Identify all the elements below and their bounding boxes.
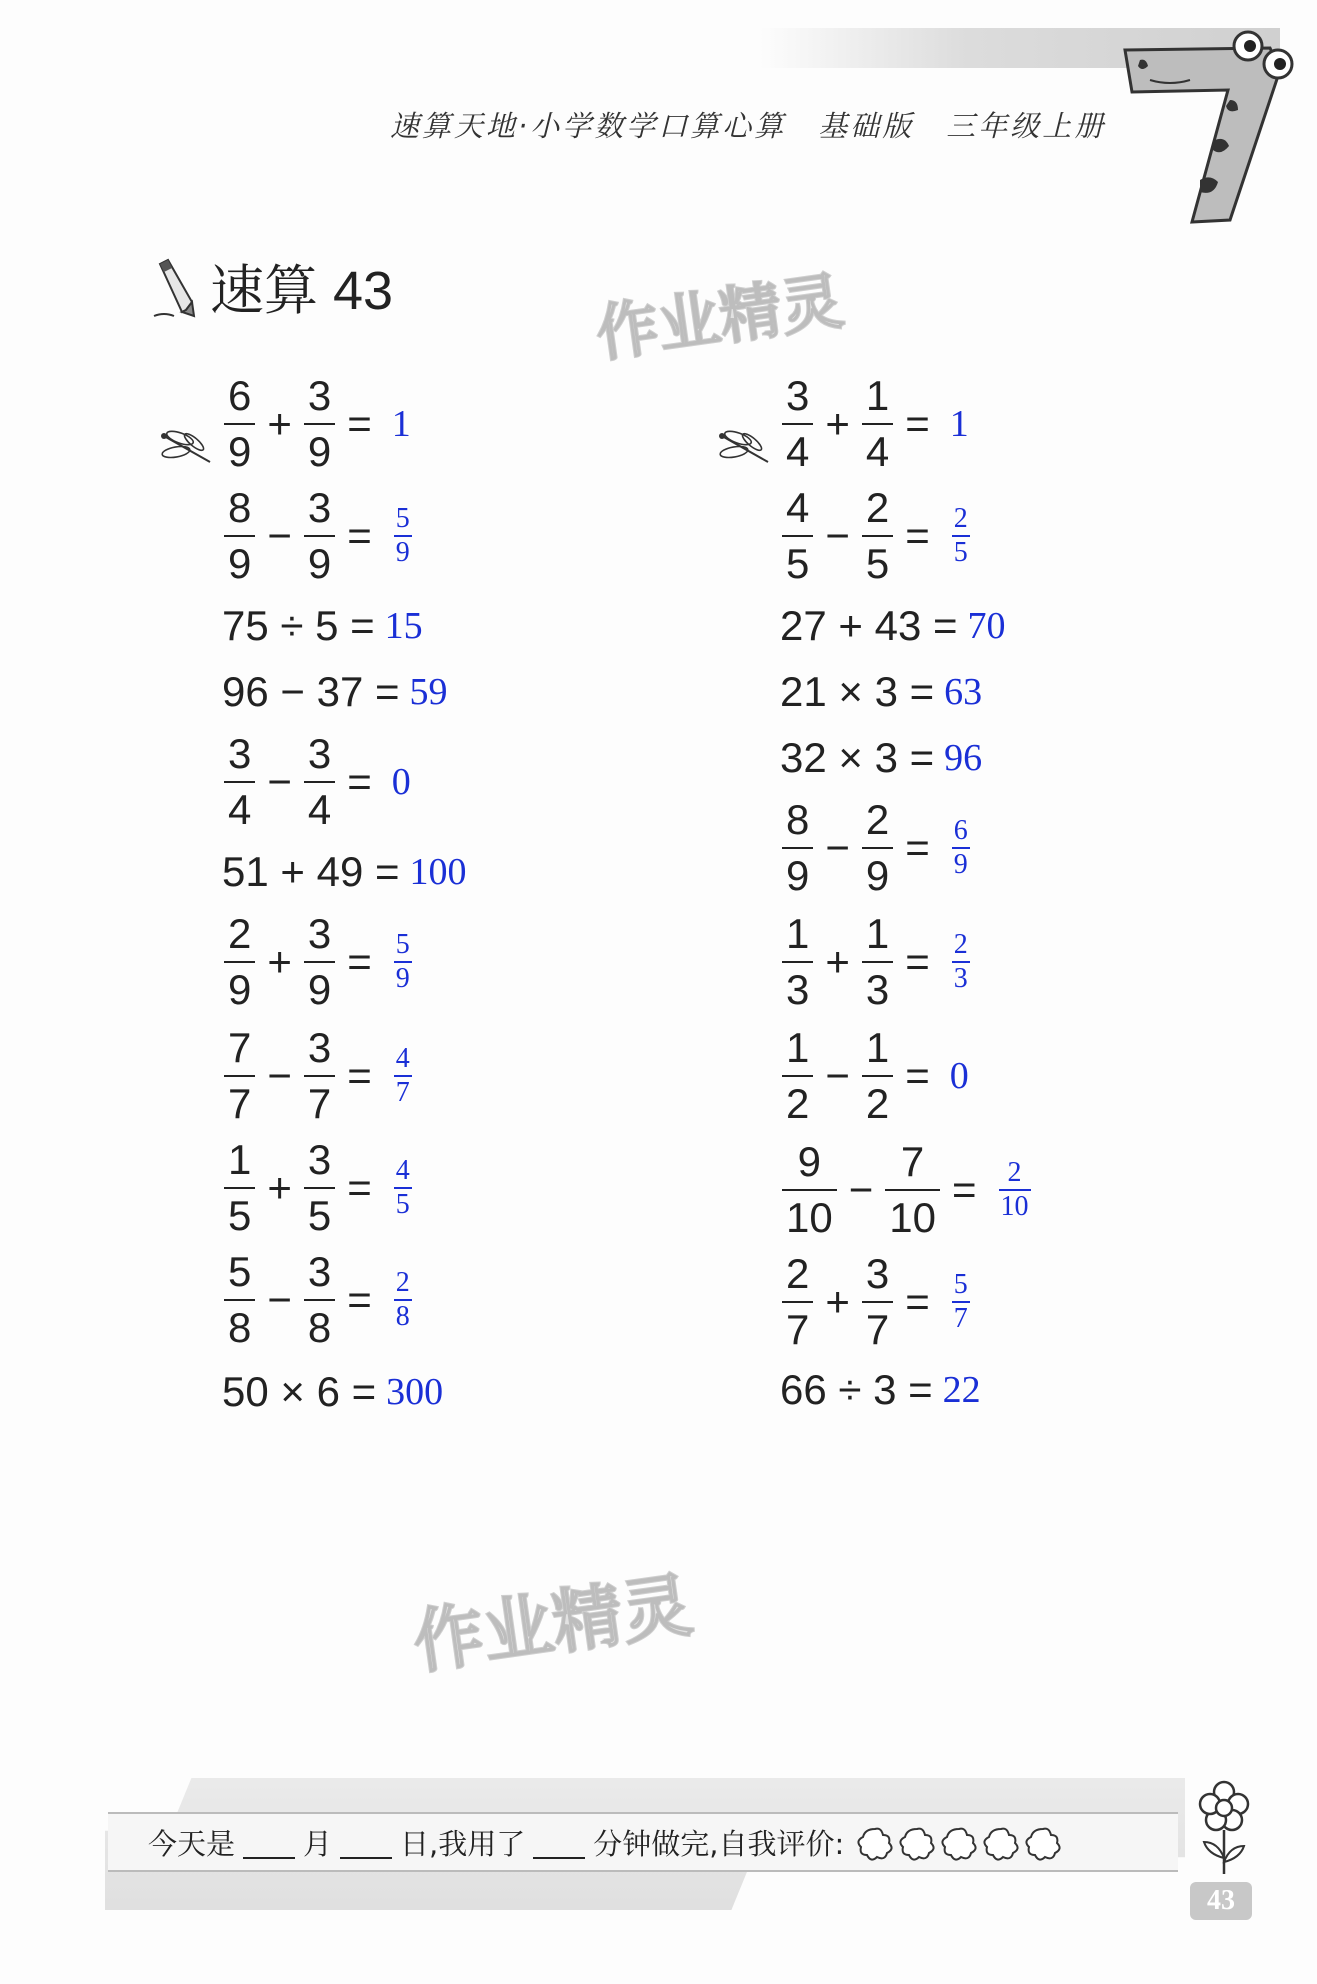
expression: 27 + 43 = — [780, 602, 958, 649]
fraction-operand — [885, 1139, 940, 1241]
answer: 70 — [967, 605, 1006, 647]
numerator: 3 — [307, 910, 332, 957]
month-blank[interactable] — [243, 1827, 295, 1859]
fraction-operand — [304, 1249, 335, 1351]
equals-sign: = — [347, 758, 372, 805]
equals-sign: = — [905, 512, 930, 559]
expression: 32 × 3 = — [780, 734, 935, 781]
fraction-operand — [304, 1025, 335, 1127]
fraction-bar — [304, 535, 335, 537]
denominator: 2 — [786, 1080, 810, 1127]
expression: 50 × 6 = — [222, 1368, 377, 1415]
numerator: 2 — [953, 503, 968, 534]
equals-sign: = — [905, 938, 930, 985]
problem-row — [222, 1137, 412, 1239]
equals-sign: = — [951, 1166, 977, 1213]
fraction-operand — [304, 373, 335, 475]
fraction-operand — [862, 911, 893, 1013]
numerator: 1 — [865, 1024, 890, 1071]
operator: + — [825, 938, 850, 985]
equals-sign: = — [347, 1276, 372, 1323]
flower-outline-icon[interactable] — [898, 1825, 936, 1861]
fraction-operand — [782, 373, 813, 475]
denominator: 4 — [865, 428, 890, 475]
pencil-icon — [152, 258, 202, 320]
operator: + — [267, 938, 292, 985]
answer: 0 — [391, 761, 411, 803]
problem-row — [222, 1249, 412, 1351]
operator: − — [825, 512, 850, 559]
denominator: 3 — [786, 966, 810, 1013]
denominator: 9 — [228, 966, 252, 1013]
denominator: 9 — [865, 852, 890, 899]
equals-sign: = — [905, 400, 930, 447]
numerator: 3 — [307, 1024, 332, 1071]
numerator: 6 — [953, 815, 968, 846]
problem-row — [780, 485, 970, 587]
denominator: 4 — [228, 786, 252, 833]
fraction-operand — [782, 1025, 813, 1127]
equals-sign: = — [347, 1052, 372, 1099]
expression: 66 ÷ 3 = — [780, 1366, 933, 1413]
numerator: 1 — [228, 1136, 252, 1183]
answer-fraction — [394, 1045, 412, 1107]
answer-fraction — [952, 505, 970, 567]
fraction-operand — [782, 1251, 813, 1353]
fraction-bar — [224, 781, 255, 783]
denominator: 9 — [953, 849, 968, 880]
denominator: 9 — [786, 852, 810, 899]
numerator: 4 — [395, 1043, 410, 1074]
fraction-bar — [862, 1301, 893, 1303]
denominator: 8 — [228, 1304, 252, 1351]
denominator: 5 — [307, 1192, 332, 1239]
answer-fraction — [952, 1271, 970, 1333]
denominator: 9 — [395, 963, 410, 994]
fraction-bar — [304, 1187, 335, 1189]
dragonfly-icon — [158, 430, 216, 470]
fraction-bar — [224, 535, 255, 537]
numerator: 1 — [786, 910, 810, 957]
numerator: 2 — [786, 1250, 810, 1297]
problem-row — [222, 602, 423, 650]
numerator: 2 — [395, 1267, 410, 1298]
fraction-bar — [224, 961, 255, 963]
watermark-text: 作业精灵 — [591, 264, 848, 371]
denominator: 5 — [395, 1189, 410, 1220]
operator: − — [267, 512, 292, 559]
answer: 96 — [944, 737, 983, 779]
fraction-operand — [224, 373, 255, 475]
denominator: 7 — [953, 1303, 968, 1334]
fraction-bar — [782, 1301, 813, 1303]
month-label: 月 — [303, 1827, 333, 1861]
numerator: 2 — [1007, 1157, 1022, 1188]
denominator: 10 — [889, 1194, 936, 1241]
fraction-operand — [224, 1025, 255, 1127]
numerator: 9 — [797, 1138, 822, 1185]
numerator: 1 — [865, 910, 890, 957]
fraction-bar — [782, 847, 813, 849]
problem-row — [780, 668, 982, 716]
problem-row — [780, 797, 970, 899]
expression: 21 × 3 = — [780, 668, 935, 715]
numerator: 3 — [307, 484, 332, 531]
numerator: 1 — [865, 372, 890, 419]
numerator: 4 — [786, 484, 810, 531]
operator: + — [825, 1278, 850, 1325]
operator: + — [267, 1164, 292, 1211]
minutes-label: 分钟做完,自我评价: — [593, 1827, 845, 1861]
denominator: 5 — [228, 1192, 252, 1239]
denominator: 10 — [786, 1194, 833, 1241]
problem-row — [222, 1025, 412, 1127]
fraction-operand — [862, 1251, 893, 1353]
numerator: 8 — [786, 796, 810, 843]
answer: 1 — [949, 403, 969, 445]
answer-fraction — [394, 1157, 412, 1219]
page-number: 43 — [1190, 1882, 1252, 1920]
denominator: 3 — [865, 966, 890, 1013]
fraction-bar — [304, 1075, 335, 1077]
problem-row — [222, 485, 412, 587]
operator: − — [848, 1166, 874, 1213]
answer-fraction — [394, 505, 412, 567]
operator: + — [267, 400, 292, 447]
fraction-bar — [224, 423, 255, 425]
answer-fraction — [952, 817, 970, 879]
fraction-operand — [782, 1139, 837, 1241]
fraction-operand — [862, 373, 893, 475]
expression: 51 + 49 = — [222, 848, 400, 895]
expression: 75 ÷ 5 = — [222, 602, 375, 649]
denominator: 7 — [395, 1077, 410, 1108]
denominator: 8 — [395, 1301, 410, 1332]
problem-row — [780, 373, 969, 475]
numerator: 5 — [228, 1248, 252, 1295]
fraction-operand — [224, 485, 255, 587]
numerator: 3 — [865, 1250, 890, 1297]
problem-row — [780, 1366, 981, 1414]
denominator: 7 — [307, 1080, 332, 1127]
denominator: 8 — [307, 1304, 332, 1351]
day-label: 日,我用了 — [400, 1827, 526, 1861]
numerator: 7 — [900, 1138, 925, 1185]
problem-row — [222, 848, 467, 896]
fraction-operand — [782, 797, 813, 899]
self-evaluation-line — [148, 1822, 1062, 1863]
denominator: 5 — [865, 540, 890, 587]
flower-outline-icon[interactable] — [982, 1825, 1020, 1861]
numerator: 3 — [228, 730, 252, 777]
dragonfly-icon — [716, 430, 774, 470]
fraction-bar — [782, 423, 813, 425]
denominator: 9 — [228, 540, 252, 587]
fraction-operand — [862, 485, 893, 587]
fraction-operand — [862, 1025, 893, 1127]
numerator: 5 — [953, 1269, 968, 1300]
fraction-bar — [782, 1075, 813, 1077]
problem-row — [780, 1139, 1031, 1241]
numerator: 5 — [395, 503, 410, 534]
numerator: 3 — [307, 1248, 332, 1295]
answer: 63 — [944, 671, 983, 713]
numerator: 3 — [307, 1136, 332, 1183]
problem-row — [780, 1251, 970, 1353]
equals-sign: = — [347, 512, 372, 559]
fraction-bar — [862, 1075, 893, 1077]
denominator: 9 — [395, 537, 410, 568]
denominator: 9 — [307, 428, 332, 475]
book-title: 速算天地·小学数学口算心算 基础版 三年级上册 — [390, 109, 1107, 143]
fraction-bar — [885, 1189, 940, 1191]
operator: − — [267, 758, 292, 805]
answer-fraction — [952, 931, 970, 993]
fraction-bar — [862, 847, 893, 849]
numerator: 7 — [228, 1024, 252, 1071]
rating-flowers — [856, 1825, 1062, 1861]
flower-outline-icon[interactable] — [856, 1825, 894, 1861]
operator: + — [825, 400, 850, 447]
equals-sign: = — [905, 824, 930, 871]
fraction-operand — [304, 1137, 335, 1239]
minutes-blank[interactable] — [533, 1827, 585, 1859]
numerator: 3 — [307, 372, 332, 419]
fraction-bar — [862, 423, 893, 425]
answer: 0 — [949, 1055, 969, 1097]
equals-sign: = — [347, 400, 372, 447]
problem-row — [222, 911, 412, 1013]
numerator: 2 — [865, 484, 890, 531]
fraction-operand — [782, 911, 813, 1013]
denominator: 9 — [307, 540, 332, 587]
denominator: 7 — [865, 1306, 890, 1353]
fraction-bar — [224, 1075, 255, 1077]
answer-fraction — [394, 1269, 412, 1331]
denominator: 9 — [307, 966, 332, 1013]
fraction-operand — [224, 1249, 255, 1351]
problem-row — [222, 668, 448, 716]
problem-row — [222, 731, 411, 833]
fraction-bar — [862, 535, 893, 537]
denominator: 10 — [1000, 1191, 1029, 1222]
answer: 15 — [384, 605, 423, 647]
day-blank[interactable] — [340, 1827, 392, 1859]
answer: 100 — [409, 851, 467, 893]
section-title: 速算 43 — [210, 261, 394, 321]
fraction-bar — [782, 961, 813, 963]
numerator: 5 — [395, 929, 410, 960]
denominator: 5 — [953, 537, 968, 568]
denominator: 2 — [865, 1080, 890, 1127]
answer: 22 — [942, 1369, 981, 1411]
expression: 96 − 37 = — [222, 668, 400, 715]
numerator: 6 — [228, 372, 252, 419]
fraction-bar — [862, 961, 893, 963]
denominator: 5 — [786, 540, 810, 587]
denominator: 4 — [786, 428, 810, 475]
numerator: 2 — [953, 929, 968, 960]
today-label: 今天是 — [148, 1827, 236, 1861]
answer-fraction — [394, 931, 412, 993]
problem-row — [780, 911, 970, 1013]
fraction-operand — [224, 911, 255, 1013]
numerator: 1 — [786, 1024, 810, 1071]
fraction-operand — [224, 731, 255, 833]
watermark-text: 作业精灵 — [408, 1563, 698, 1685]
fraction-operand — [304, 911, 335, 1013]
denominator: 7 — [786, 1306, 810, 1353]
mascot-seven-icon — [1120, 30, 1295, 240]
numerator: 3 — [307, 730, 332, 777]
answer: 1 — [391, 403, 411, 445]
equals-sign: = — [905, 1278, 930, 1325]
problem-row — [780, 1025, 969, 1127]
fraction-operand — [304, 731, 335, 833]
operator: − — [267, 1276, 292, 1323]
flower-outline-icon[interactable] — [940, 1825, 978, 1861]
operator: − — [825, 1052, 850, 1099]
fraction-bar — [304, 961, 335, 963]
equals-sign: = — [347, 1164, 372, 1211]
problem-row — [780, 602, 1006, 650]
numerator: 4 — [395, 1155, 410, 1186]
problem-row — [222, 373, 411, 475]
equals-sign: = — [905, 1052, 930, 1099]
fraction-operand — [782, 485, 813, 587]
flower-outline-icon[interactable] — [1024, 1825, 1062, 1861]
numerator: 2 — [865, 796, 890, 843]
fraction-operand — [224, 1137, 255, 1239]
numerator: 8 — [228, 484, 252, 531]
denominator: 9 — [228, 428, 252, 475]
numerator: 2 — [228, 910, 252, 957]
equals-sign: = — [347, 938, 372, 985]
fraction-bar — [782, 1189, 837, 1191]
fraction-operand — [862, 797, 893, 899]
answer: 300 — [386, 1371, 444, 1413]
denominator: 7 — [228, 1080, 252, 1127]
answer-fraction — [999, 1159, 1031, 1221]
answer: 59 — [409, 671, 448, 713]
denominator: 4 — [307, 786, 332, 833]
fraction-bar — [304, 781, 335, 783]
operator: − — [267, 1052, 292, 1099]
problem-row — [780, 734, 982, 782]
fraction-bar — [304, 423, 335, 425]
flower-icon — [1192, 1778, 1256, 1878]
fraction-bar — [782, 535, 813, 537]
problem-row — [222, 1368, 443, 1416]
numerator: 3 — [786, 372, 810, 419]
operator: − — [825, 824, 850, 871]
fraction-operand — [304, 485, 335, 587]
fraction-bar — [224, 1299, 255, 1301]
denominator: 3 — [953, 963, 968, 994]
fraction-bar — [304, 1299, 335, 1301]
fraction-bar — [224, 1187, 255, 1189]
